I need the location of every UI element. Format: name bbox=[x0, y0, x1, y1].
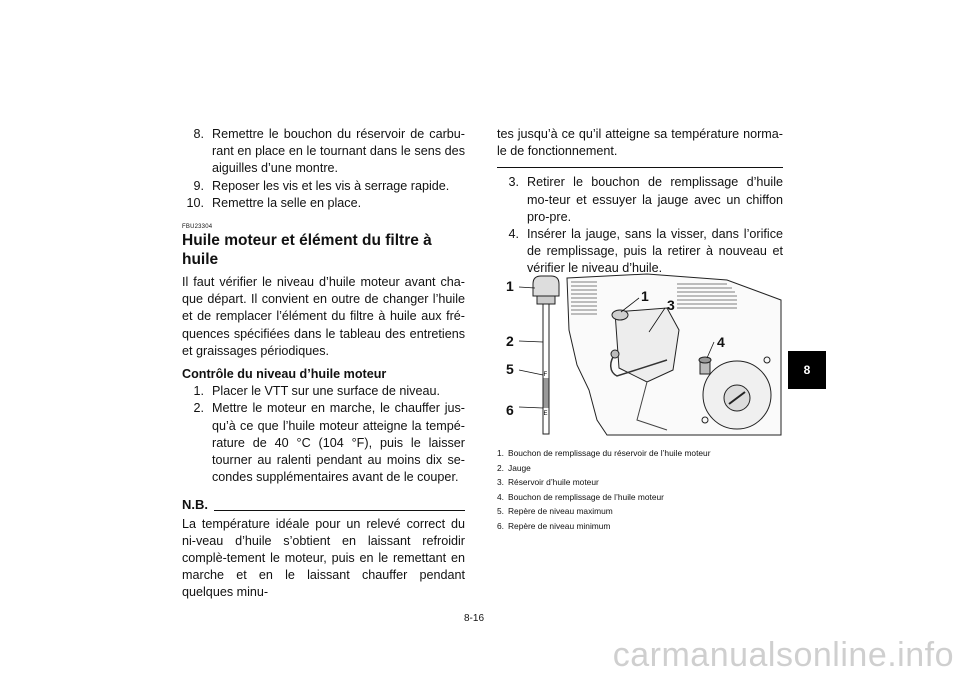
callout-5: 5 bbox=[506, 361, 514, 377]
step-text: Reposer les vis et les vis à serrage rapide. bbox=[212, 178, 450, 193]
step-number: 3. bbox=[508, 175, 519, 190]
nb-end-rule bbox=[497, 167, 783, 168]
callout-2: 2 bbox=[506, 333, 514, 349]
step-number: 10. bbox=[186, 195, 204, 210]
callout-4: 4 bbox=[717, 334, 725, 350]
section-title: Huile moteur et élément du filtre à huile bbox=[182, 232, 432, 269]
dipstick-icon bbox=[533, 276, 559, 434]
step-number: 1. bbox=[193, 384, 204, 399]
mark-e-label: E bbox=[543, 411, 548, 417]
subheading: Contrôle du niveau d’huile moteur bbox=[182, 367, 387, 382]
callout-1-left: 1 bbox=[506, 278, 514, 294]
page-number: 8-16 bbox=[464, 613, 485, 624]
figure-captions bbox=[497, 446, 787, 533]
callout-1-right: 1 bbox=[641, 288, 649, 304]
right-column bbox=[497, 126, 783, 278]
caption-4: 4. Bouchon de remplissage de l’huile moteur bbox=[497, 491, 664, 502]
callout-6: 6 bbox=[506, 402, 514, 418]
nb-text: La température idéale pour un relevé correct du ni-veau d’huile s’obtient en laissant refroidir complè-tement le moteur, puis en le remettant en marche et en le laissant chauffer pendant quelques minu- bbox=[182, 516, 465, 600]
callout-3: 3 bbox=[667, 297, 675, 313]
step-text: Remettre le bouchon du réservoir de carbu-rant en place en le tournant dans le sens des aiguilles d’une montre. bbox=[212, 127, 465, 176]
step-1 bbox=[182, 383, 465, 400]
caption-2: 2. Jauge bbox=[497, 462, 531, 473]
step-number: 2. bbox=[193, 401, 204, 416]
nb-header bbox=[182, 496, 465, 513]
step-10 bbox=[182, 195, 465, 212]
caption-5: 5. Repère de niveau maximum bbox=[497, 506, 613, 516]
nb-label: N.B. bbox=[182, 497, 208, 513]
caption-6: 6. Repère de niveau minimum bbox=[497, 520, 611, 531]
step-number: 4. bbox=[508, 227, 519, 242]
step-3 bbox=[497, 174, 783, 226]
step-text: Remettre la selle en place. bbox=[212, 195, 362, 210]
step-9 bbox=[182, 178, 465, 195]
step-number: 9. bbox=[193, 178, 204, 193]
engine-diagram bbox=[497, 270, 783, 440]
intro-paragraph: Il faut vérifier le niveau d’huile moteur avant cha-que départ. Il convient en outre de changer l’huile et de remplacer l’élément du filtre à huile aux fré-quences spécifiées dans le tableau des entretiens et graissages périodiques. bbox=[182, 275, 465, 358]
step-2 bbox=[182, 400, 465, 486]
left-column bbox=[182, 126, 465, 602]
mark-f-label: F bbox=[543, 372, 548, 378]
step-text: Mettre le moteur en marche, le chauffer jus-qu’à ce que l’huile moteur atteigne la tempé-rature de 40 °C (104 °F), puis le laisser tourner au ralenti pendant au moins dix se-condes supplémentaires avant de le couper. bbox=[212, 401, 465, 485]
step-text: Placer le VTT sur une surface de niveau. bbox=[212, 384, 440, 399]
step-text: Retirer le bouchon de remplissage d’huile mo-teur et essuyer la jauge avec un chiffon pro-pre. bbox=[527, 175, 783, 224]
step-text: Insérer la jauge, sans la visser, dans l’orifice de remplissage, puis la retirer à nouveau et vérifier le niveau d’huile. bbox=[527, 227, 783, 276]
engine-oil-illustration bbox=[497, 270, 783, 440]
chapter-tab: 8 bbox=[788, 351, 826, 389]
nb-continued: tes jusqu’à ce qu’il atteigne sa température norma-le de fonctionnement. bbox=[497, 127, 783, 159]
section-code: FBU23304 bbox=[182, 224, 213, 231]
step-8 bbox=[182, 126, 465, 178]
step-number: 8. bbox=[193, 127, 204, 141]
caption-1: 1. Bouchon de remplissage du réservoir de l’huile moteur bbox=[497, 448, 711, 458]
watermark: carmanualsonline.info bbox=[612, 636, 954, 674]
caption-3: 3. Réservoir d’huile moteur bbox=[497, 477, 599, 487]
nb-rule bbox=[214, 510, 465, 511]
